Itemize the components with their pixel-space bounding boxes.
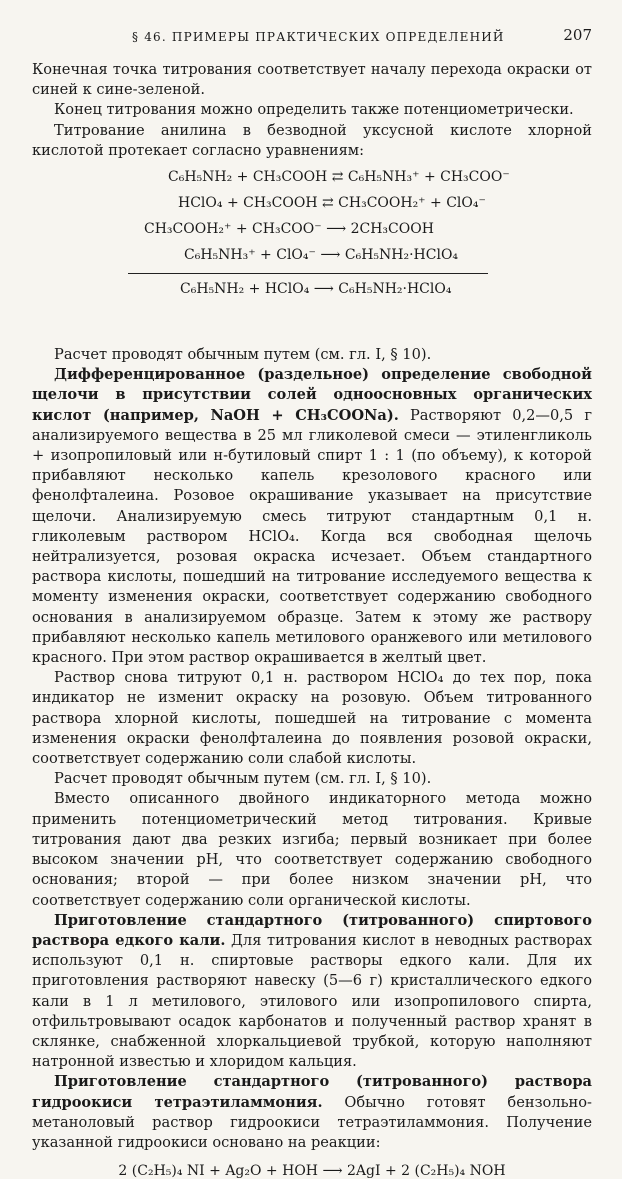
- paragraph-koh-solution: [32, 911, 592, 1073]
- heading-tetraethylammonium: Приготовление стандартного (титрованного) раствора гидроокиси тетраэтиламмония.: [32, 1073, 592, 1111]
- equation-3: CH₃COOH₂⁺ + CH₃COO⁻ ⟶ 2CH₃COOH: [144, 221, 434, 238]
- final-equation: 2 (C₂H₅)₄ NI + Ag₂O + HOH ⟶ 2AgI + 2 (C₂H₅)₄ NOH: [118, 1163, 506, 1179]
- section-title: § 46. ПРИМЕРЫ ПРАКТИЧЕСКИХ ОПРЕДЕЛЕНИЙ: [132, 30, 505, 44]
- equation-4: C₆H₅NH₃⁺ + ClO₄⁻ ⟶ C₆H₅NH₂·HClO₄: [184, 247, 459, 264]
- paragraph-retitration: Раствор снова титруют 0,1 н. раствором HClO₄ до тех пор, пока индикатор не изменит окраску на розовую. Объем титрованного раствора хлорной кислоты, пошедшей на титрование с момента изменения окраски фенолфталеина до появления розовой окраски, соответствует содержанию соли слабой кислоты.: [32, 669, 592, 768]
- text-tetraethylammonium: Обычно готовят бензольно-метаноловый раствор гидроокиси тетраэтиламмония. Получение указанной гидроокиси основано на реакции:: [32, 1093, 592, 1151]
- book-page: [32, 20, 592, 1179]
- reaction-equations: [32, 167, 592, 329]
- paragraph-differentiated: [32, 365, 592, 668]
- paragraph-potentiometric-method: Вместо описанного двойного индикаторного метода можно применить потенциометрический метод титрования. Кривые титрования дают два резких изгиба; первый возникает при более высоком значении pH, что соответствует содержанию свободного основания; второй — при более низком значении pH, что соответствует содержанию соли органической кислоты.: [32, 790, 592, 909]
- running-header: [32, 20, 592, 46]
- paragraph-aniline-titration: Титрование анилина в безводной уксусной кислоте хлорной кислотой протекает согласно уравнениям:: [32, 121, 592, 159]
- paragraph-potentiometric: Конец титрования можно определить также потенциометрически.: [54, 101, 574, 119]
- paragraph-calculation-1: Расчет проводят обычным путем (см. гл. I, § 10).: [54, 346, 432, 364]
- text-koh-solution: Для титрования кислот в неводных растворах используют 0,1 н. спиртовые растворы едкого кали. Для их приготовления растворяют навеску (5—6 г) кристаллического едкого кали в 1 л метилового, этилового или изопропилового спирта, отфильтровывают осадок карбонатов и полученный раствор хранят в склянке, снабженной хлоркальциевой трубкой, которую наполняют натронной известью и хлоридом кальция.: [32, 931, 592, 1071]
- equation-sum: C₆H₅NH₂ + HClO₄ ⟶ C₆H₅NH₂·HClO₄: [180, 281, 452, 298]
- equation-2: HClO₄ + CH₃COOH ⇄ CH₃COOH₂⁺ + ClO₄⁻: [178, 195, 486, 212]
- equation-1: C₆H₅NH₂ + CH₃COOH ⇄ C₆H₅NH₃⁺ + CH₃COO⁻: [168, 169, 510, 186]
- heading-differentiated: Дифференцированное (раздельное) определение свободной щелочи в присутствии солей одноосновных органических кислот (например, NaOH + CH₃COONa).: [32, 366, 592, 424]
- text-differentiated: Растворяют 0,2—0,5 г анализируемого вещества в 25 мл гликолевой смеси — этиленгликоль + изопропиловый или н-бутиловый спирт 1 : 1 (по объему), к которой прибавляют несколько капель крезолового красного или фенолфталеина. Розовое окрашивание указывает на присутствие щелочи. Анализируемую смесь титруют стандартным 0,1 н. гликолевым раствором HClO₄. Когда вся свободная щелочь нейтрализуется, розовая окраска исчезает. Объем стандартного раствора кислоты, пошедший на титрование исследуемого вещества к моменту изменения окраски, соответствует содержанию свободного основания в анализируемом образце. Затем к этому же раствору прибавляют несколько капель метилового оранжевого или метилового красного. При этом раствор окрашивается в желтый цвет.: [32, 406, 593, 667]
- paragraph-calculation-2: Расчет проводят обычным путем (см. гл. I, § 10).: [54, 770, 432, 788]
- page-number: 207: [563, 26, 592, 44]
- heading-koh-solution: Приготовление стандартного (титрованного) спиртового раствора едкого кали.: [32, 911, 592, 949]
- summation-rule: [128, 273, 488, 274]
- paragraph-endpoint: Конечная точка титрования соответствует началу перехода окраски от синей к сине-зеленой.: [32, 61, 592, 99]
- paragraph-tetraethylammonium: [32, 1072, 592, 1153]
